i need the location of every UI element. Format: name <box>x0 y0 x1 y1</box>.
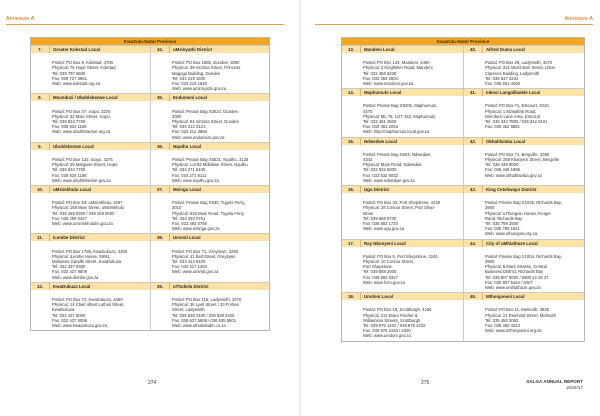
municipality-entry <box>31 186 150 233</box>
contact-details <box>464 96 584 131</box>
table-row <box>342 239 584 293</box>
entry-header <box>31 234 150 241</box>
entry-number: 13. <box>342 46 361 53</box>
municipality-entry <box>31 234 150 281</box>
contact-line: Physical: 533 Main Road, Tugela Ferry <box>172 210 245 216</box>
contact-line: Postal: PO Box 72, KwaDukuza, 4450 <box>52 297 123 303</box>
contact-line: Fax: 032 532 5032 <box>363 172 398 178</box>
municipality-name: Nquthu Local <box>173 143 202 149</box>
contact-line: Fax: 032 437 5098 <box>52 317 87 323</box>
contact-details <box>31 150 150 185</box>
municipality-name: Msinga Local <box>173 187 201 193</box>
contact-line: Fax: 039 834 1168 <box>52 124 87 130</box>
entry-number: 36. <box>151 143 170 150</box>
contact-line: Physical: 14 Chief Albert Luthuli Street, <box>52 302 125 308</box>
contact-line: Postal: PO Box 144, Mandeni, 4490 <box>363 60 430 66</box>
contact-line: Tel: 032 456 8200 <box>363 70 397 76</box>
contact-line: Physical: 169 Main Street, uMzimkhulu <box>52 205 125 211</box>
entry-header <box>31 94 150 101</box>
entry-header <box>342 46 463 53</box>
contact-line: stone <box>363 210 374 216</box>
entry-number: 39. <box>151 283 170 290</box>
entry-header <box>151 283 269 290</box>
entry-header <box>342 293 463 300</box>
entry-header <box>342 89 463 96</box>
municipality-entry <box>463 89 584 136</box>
entry-number: 11. <box>31 234 50 241</box>
entry-number: 45. <box>464 293 483 300</box>
contact-details <box>342 53 463 88</box>
contact-line: Postal: Private Bag X5521, Nquthu, 3135 <box>172 157 249 162</box>
contact-line: Fax: 032 481 2053 <box>363 124 398 130</box>
contact-line: Web: www.nquthu.gov.za <box>172 177 219 183</box>
contact-line: Fax: 036 631 4400 <box>485 81 520 86</box>
contact-line: Web: www.uthukeladm.co.za <box>172 323 226 329</box>
contact-line: Fax: 034 218 1940 <box>172 81 207 86</box>
municipality-entry <box>150 94 269 141</box>
entry-number: 15. <box>342 138 361 145</box>
municipality-name: Mandeni Local <box>364 47 395 52</box>
contact-details <box>464 193 584 239</box>
contact-line: Tel: 036 342 7800 / 036 342 6101 <box>485 119 548 124</box>
contact-line: Physical: 10 Connor Street, <box>363 259 414 265</box>
municipality-entry <box>150 186 269 233</box>
contact-line: Postal: PO Box 71, Greytown, 3250 <box>172 248 239 254</box>
contact-details <box>464 247 584 293</box>
contact-details <box>31 53 150 88</box>
contact-line: Postal: PO Box 116, Ladysmith, 3370 <box>172 297 242 303</box>
municipality-entry <box>150 283 269 330</box>
contact-line: Postal: PO Box 5, Port Shepstone, 4240 <box>363 253 438 259</box>
contact-line: Physical: 36 Lyell Street / 33 Forbes <box>172 302 239 308</box>
contact-line: Tel: 039 834 7700 <box>52 167 86 173</box>
contact-line: Physical: 259 Khanyezi Street, Bergville <box>485 157 560 162</box>
contact-line: Web: www.msinga.gov.za <box>172 226 220 232</box>
contact-line: Physical: Main Road, Ndwedwe <box>363 162 422 168</box>
municipality-name: Ndwedwe Local <box>364 138 397 144</box>
contact-line: Tel: 032 481 4500 <box>363 119 397 124</box>
entry-number: 16. <box>342 186 361 193</box>
contact-details <box>151 193 269 233</box>
contact-details <box>342 96 463 136</box>
municipality-name: Mthonjaneni Local <box>486 294 525 300</box>
contact-line: Tel: 034 212 2121 <box>172 124 206 130</box>
entry-header <box>151 94 269 101</box>
municipality-entry <box>463 138 584 185</box>
contact-line: Fax: 035 907 5444 / 5/6/7 <box>485 279 533 285</box>
contact-line: Web: www.umhlathuze.gov.za <box>485 285 541 291</box>
entry-header <box>464 138 584 145</box>
contact-details <box>464 300 584 335</box>
right-page <box>300 0 600 416</box>
contact-line: 3900 <box>485 259 495 265</box>
contact-line: Fax: 039 259 0427 <box>52 215 87 221</box>
contact-line: Tel: 039 259 5300 / 039 259 5000 <box>52 210 115 216</box>
table-row <box>31 185 269 233</box>
contact-line: Fax: 032 456 2504 <box>363 75 398 81</box>
contact-line: Tel: 032 532 5000 <box>363 167 397 173</box>
contact-details <box>31 290 150 330</box>
table-row <box>31 93 269 141</box>
annex-label: Annexure A <box>315 14 593 25</box>
contact-line: Port Shepstone <box>363 264 392 270</box>
contact-line: Web: www.kokstad.org.za <box>52 81 101 86</box>
contact-line: Physical: iLembe House, 59/61 <box>52 253 110 259</box>
contact-line: Fax: 034 271 6111 <box>172 172 207 178</box>
entry-number: 9. <box>31 143 50 150</box>
table-row <box>342 137 584 185</box>
table-row <box>31 282 269 330</box>
municipality-name: Maphumulo Local <box>364 90 402 96</box>
contact-line: Physical: 29 Margaret Street, Ixopo <box>52 162 118 168</box>
municipality-name: uThukela District <box>173 283 209 289</box>
contact-line: Magogo Building, Dundee <box>172 70 221 76</box>
entry-number: 12. <box>31 283 50 290</box>
contact-details <box>31 241 150 281</box>
contact-line: Web: www.ilembe.gov.za <box>52 274 99 280</box>
contact-line: Rand, Richards Bay <box>485 215 523 221</box>
contact-line: Fax: 034 212 3856 <box>172 129 207 135</box>
contact-details <box>342 247 463 287</box>
municipality-entry <box>342 186 463 239</box>
municipality-name: iLembe District <box>53 235 85 241</box>
municipality-name: City of uMhlathuze Local <box>486 240 538 246</box>
entry-number: 18. <box>342 293 361 300</box>
contact-line: Fax: 033 493 0766 <box>172 221 207 227</box>
contact-line: Physical: 5 Mark Strasse, Central <box>485 264 547 270</box>
contact-line: Fax: 039 727 3551 <box>52 75 87 81</box>
entry-header <box>342 186 463 193</box>
municipality-entry <box>463 293 584 340</box>
contact-line: Web: www.hcm.gov.za <box>363 279 405 285</box>
directory-table-right <box>341 37 585 342</box>
entry-number: 10. <box>31 186 50 193</box>
contact-line: Fax: 036 352 5861 <box>485 124 520 130</box>
contact-details <box>464 53 584 88</box>
contact-line: Wembezi Lane Area, Estcourt <box>485 113 541 119</box>
contact-line: Physical: 1 Mzwakhe Road, <box>485 108 537 114</box>
contact-line: Web: www.mthonjaneni.org.za <box>485 328 542 334</box>
contact-line: Tel: 032 437 5000 <box>52 312 86 318</box>
contact-line: Tel: 036 638 2400 / 036 638 2400 <box>172 312 235 318</box>
municipality-entry <box>31 94 150 141</box>
municipality-name: Alfred Duma Local <box>486 47 525 52</box>
municipality-name: uMzinyathi District <box>173 47 213 52</box>
contact-line: Fax: 035 450 3224 <box>485 323 520 329</box>
contact-line: Fax: 039 976 2194 / 2020 <box>363 328 411 334</box>
table-row <box>31 233 269 281</box>
contact-details <box>342 193 463 233</box>
contact-line: Postal: PO Box 11, Melmoth, 3835 <box>485 307 549 313</box>
contact-line: Postal: PO Box 1965, Dundee, 3000 <box>172 60 240 66</box>
contact-line: Postal: Private Bag X503, Ndwedwe, <box>363 151 432 157</box>
contact-line: Fax: 039 834 1168 <box>52 172 87 178</box>
contact-line: Postal: PO Box 53, uMzimkhulu, 3297 <box>52 200 123 206</box>
entry-header <box>151 143 269 150</box>
municipality-entry <box>31 283 150 330</box>
contact-line: Tel: 039 797 6600 <box>52 70 86 76</box>
contact-line: Postal: Private Bag X2024, Dundee, <box>172 108 240 114</box>
contact-line: Postal: PO Box 1788, KwaDukuza, 4450 <box>52 248 128 254</box>
contact-details <box>151 101 269 141</box>
contact-line: Physical: 221 Murchison Street, Lister <box>485 65 556 71</box>
contact-details <box>31 193 150 228</box>
municipality-name: Umdoni Local <box>364 294 394 300</box>
entry-number: 8. <box>31 94 50 101</box>
contact-details <box>151 290 269 330</box>
contact-line: Tel: 032 437 9300 <box>52 264 86 270</box>
contact-line: Web: www.kwadukuza.gov.za <box>52 323 108 329</box>
municipality-entry <box>150 46 269 93</box>
contact-line: KwaDukuza <box>52 307 75 313</box>
contact-line: Tel: 039 688 5700 <box>363 215 397 221</box>
entry-header <box>464 186 584 193</box>
contact-line: Street, Ladysmith <box>172 307 205 313</box>
entry-header <box>464 240 584 247</box>
contact-line: Physical: Cnr Bram Fischer & <box>363 312 418 318</box>
municipality-name: KwaDukuza Local <box>53 283 91 289</box>
contact-line: Web: www.umzimkhululm.gov.za <box>52 221 113 227</box>
entry-number: 34. <box>151 46 170 53</box>
contact-line: Physical: uThungulu House, Kruger <box>485 210 551 216</box>
contact-line: Tel: 033 413 9100 <box>172 259 206 265</box>
page-number: 275 <box>421 380 430 386</box>
table-title: KwaZulu-Natal Province <box>342 38 584 45</box>
contact-line: Postal: PO Box 33, Port Shepstone, 4240 <box>363 200 441 206</box>
municipality-entry <box>342 46 463 88</box>
municipality-entry <box>150 143 269 185</box>
contact-line: Postal: PO Box 47, Ixopo, 3276 <box>52 108 111 114</box>
municipality-entry <box>31 46 150 93</box>
contact-line: Postal: PO Box 132, Ixopo, 3276 <box>52 157 113 162</box>
contact-line: Fax: 032 437 9509 <box>52 269 87 275</box>
page-number: 274 <box>148 380 157 386</box>
contact-line: Clarence Building, Ladysmith <box>485 70 540 76</box>
entry-header <box>151 234 269 241</box>
entry-number: 35. <box>151 94 170 101</box>
table-row <box>342 292 584 340</box>
contact-line: Web: www.ndwedwe.gov.za <box>363 177 415 183</box>
contact-line: Fax: 039 682 0327 <box>363 274 398 280</box>
contact-line: Tel: 039 688 2000 <box>363 269 397 275</box>
entry-number: 7. <box>31 46 50 53</box>
contact-line: Web: www.ugu.gov.za <box>363 226 405 232</box>
contact-line: Postal: Private Bag X9205, Maphumulo, <box>363 103 438 109</box>
entry-number: 43. <box>464 186 483 193</box>
entry-number: 40. <box>464 46 483 53</box>
contact-line: Tel: 033 493 0761 <box>172 215 206 221</box>
contact-details <box>151 241 269 276</box>
contact-line: 3000 <box>172 113 182 119</box>
contact-line: Web: www.ubuhlebezwe.gov.za <box>52 177 111 183</box>
entry-header <box>464 46 584 53</box>
municipality-name: Ugu District <box>364 187 389 193</box>
municipality-entry <box>31 143 150 185</box>
municipality-name: Msunduzi / Ubuhlebezwe Local <box>53 95 118 101</box>
contact-line: Tel: 034 271 6100 <box>172 167 206 173</box>
contact-line: Williamson Streets, Scottburgh <box>363 317 421 323</box>
municipality-name: Inkosi Langalibalele Local <box>486 90 541 96</box>
contact-details <box>151 150 269 185</box>
municipality-name: King Cetshwayo District <box>486 187 537 193</box>
contact-line: Web: www.okhahlamba.gov.za <box>485 172 542 178</box>
municipality-name: Umvoti Local <box>173 235 201 241</box>
entry-number: 37. <box>151 186 170 193</box>
contact-details <box>342 145 463 185</box>
entry-number: 41. <box>464 89 483 96</box>
contact-line: Physical: 41 Bell Street, Greytown <box>172 253 236 259</box>
entry-header <box>31 46 150 53</box>
contact-line: Tel: 039 976 1202 / 039 976 4332 <box>363 323 426 329</box>
contact-line: Web: www.uthungulu.org.za <box>485 231 538 237</box>
contact-line: Web: www.umzinyathi.gov.za <box>172 86 227 92</box>
contact-line: Web: www.endumeni.gov.za <box>172 134 225 140</box>
table-row <box>342 45 584 88</box>
contact-line: Postal: Private Bag X1025, Richards Bay, <box>485 200 562 206</box>
contact-line: Postal: PO Box 29, Ladysmith, 3370 <box>485 60 553 66</box>
entry-header <box>31 143 150 150</box>
contact-line: 4470 <box>363 108 373 114</box>
contact-line: Fax: 036 637 5608 / 036 635 5501 <box>172 317 237 323</box>
contact-line: Web: www.umdoni.gov.za <box>363 333 411 339</box>
entry-header <box>342 240 463 247</box>
municipality-entry <box>150 234 269 281</box>
contact-line: 3900 <box>485 205 495 211</box>
contact-line: Web: www.mandeni.gov.za <box>363 81 414 86</box>
table-row <box>31 45 269 93</box>
contact-line: Business District, Richards Bay <box>485 269 544 275</box>
municipality-name: Greater Kokstad Local <box>53 47 100 52</box>
contact-line: Physical: 32 Main Street, Ixopo <box>52 113 110 119</box>
entry-number: 44. <box>464 240 483 247</box>
contact-line: Physical: 75 Hope Street, Kokstad <box>52 65 116 71</box>
entry-number: 42. <box>464 138 483 145</box>
municipality-entry <box>463 46 584 88</box>
contact-line: Fax: 039 682 1720 <box>363 221 398 227</box>
contact-line: Web: www.ubuhlebezwe.org.za <box>52 129 111 135</box>
municipality-name: Ubuhlebezwe Local <box>53 143 94 149</box>
contact-line: Mahatma Gandhi Street, KwaDukuza <box>52 259 122 265</box>
table-title: KwaZulu-Natal Province <box>31 38 269 45</box>
entry-header <box>31 186 150 193</box>
entry-number: 14. <box>342 89 361 96</box>
entry-header <box>151 46 269 53</box>
contact-line: Web: http://maphumulo.local.gov.za <box>363 129 430 135</box>
contact-line: Web: www.umvoti.gov.za <box>172 269 219 275</box>
municipality-entry <box>342 138 463 185</box>
entry-header <box>342 138 463 145</box>
contact-line: Physical: ML 78, LOT 152, Maphumulo <box>363 113 436 119</box>
contact-details <box>31 101 150 136</box>
municipality-entry <box>463 186 584 239</box>
entry-number: 17. <box>342 240 361 247</box>
municipality-entry <box>342 293 463 340</box>
contact-line: Postal: PO Box 71, Bergville, 3350 <box>485 151 550 157</box>
contact-line: Physical: 28 Connor Street, Port Shep- <box>363 205 436 211</box>
contact-line: Postal: PO Box 19, Scottburgh, 4180 <box>363 307 432 313</box>
contact-line: Postal: Private Bag X1004, Richards Bay, <box>485 253 562 259</box>
contact-details <box>464 145 584 180</box>
entry-header <box>464 89 584 96</box>
contact-line: Physical: 64 Victoria Street, Dundee <box>172 119 239 124</box>
municipality-name: Ray Nkonyeni Local <box>364 240 406 246</box>
contact-line: Tel: 035 907 5000 / 0800 22 28 27 <box>485 274 549 280</box>
report-title: SALGA ANNUAL REPORT <box>526 379 583 384</box>
directory-table-left <box>30 37 270 331</box>
contact-line: Physical: Lot 83 Mdlalose Street, Nquthu <box>172 162 248 168</box>
municipality-entry <box>463 240 584 293</box>
contact-line: Physical: 2 Kingfisher Road, Mandeni <box>363 65 433 71</box>
entry-number: 38. <box>151 234 170 241</box>
contact-line: Postal: PO Box 71, Estcourt, 3310 <box>485 103 549 109</box>
municipality-name: Endumeni Local <box>173 95 207 101</box>
contact-line: Tel: 034 219 1500 <box>172 75 206 81</box>
contact-line: Tel: 035 450 2082 <box>485 317 519 323</box>
contact-line: Tel: 039 834 7700 <box>52 119 86 124</box>
entry-header <box>151 186 269 193</box>
contact-line: Postal: Private Bag X530, Tugela Ferry, <box>172 200 246 206</box>
municipality-name: Okhahlamba Local <box>486 138 526 144</box>
contact-line: Fax: 036 448 1986 <box>485 167 520 173</box>
contact-line: Tel: 036 637 2231 <box>485 75 519 81</box>
report-year: 2016/17 <box>566 385 583 390</box>
contact-line: 3010 <box>172 205 182 211</box>
contact-line: Physical: 39 Victoria Street, Princess <box>172 65 241 71</box>
contact-line: Fax: 035 789 1641 <box>485 226 520 232</box>
annex-label: Annexure A <box>6 14 284 25</box>
contact-line: Postal: PO Box 8, Kokstad, 4700 <box>52 60 113 66</box>
contact-details <box>151 53 269 93</box>
entry-header <box>464 293 584 300</box>
report-footer <box>526 379 583 391</box>
contact-line: 4342 <box>363 157 373 162</box>
municipality-name: uMzimkhulu Local <box>53 187 92 193</box>
municipality-entry <box>342 89 463 136</box>
table-row <box>342 88 584 136</box>
entry-header <box>31 283 150 290</box>
contact-line: Fax: 033 417 1393 <box>172 264 207 270</box>
contact-line: Tel: 035 799 2500 <box>485 221 519 227</box>
municipality-entry <box>342 240 463 293</box>
table-row <box>342 185 584 239</box>
contact-line: Physical: 21 Reinhold Street, Melmoth <box>485 312 556 318</box>
contact-line: Tel: 036 448 8000 <box>485 162 519 168</box>
contact-details <box>342 300 463 340</box>
table-row <box>31 142 269 185</box>
